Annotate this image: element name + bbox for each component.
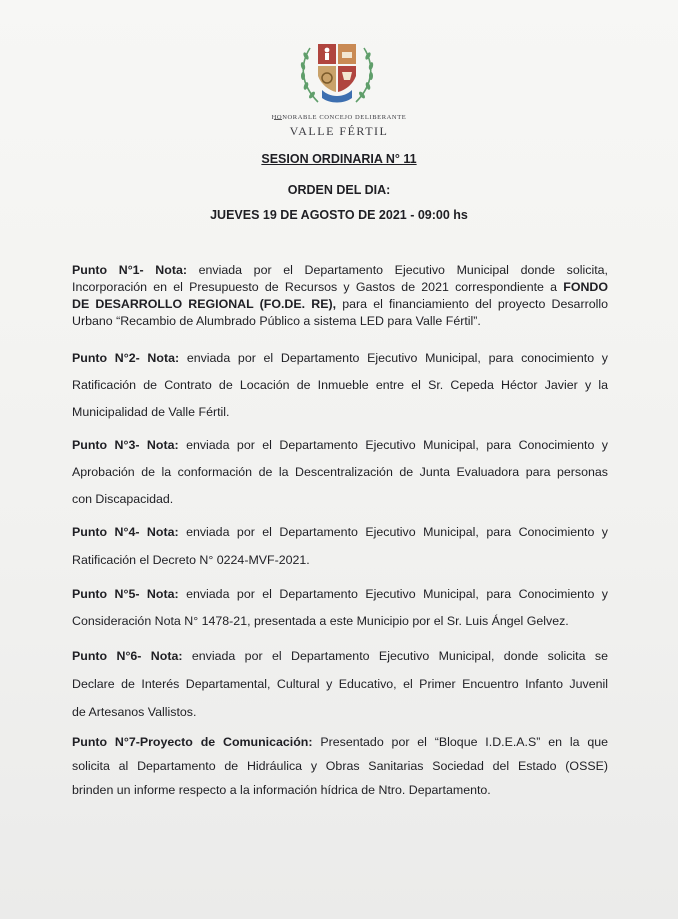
council-crest-logo bbox=[296, 40, 378, 110]
item-label: Punto N°2- Nota: bbox=[72, 351, 180, 365]
agenda-item-4: Punto N°4- Nota: enviada por el Departamento Ejecutivo Municipal, para Conocimiento y Ratificación el Decreto N° 0224-MVF-2021. bbox=[72, 525, 609, 567]
agenda-item-6: Punto N°6- Nota: enviada por el Departamento Ejecutivo Municipal, donde solicita se Declare de Interés Departamental, Cultural y Educativo, el Primer Encuentro Infanto Juvenil de Artesanos Vallistos. bbox=[72, 649, 608, 719]
agenda-item-2: Punto N°2- Nota: enviada por el Departamento Ejecutivo Municipal, para conocimiento y Ratificación de Contrato de Locación de Inmueble entre el Sr. Cepeda Héctor Javier y la Municipalidad de Valle Fértil. bbox=[72, 351, 609, 419]
item-label: Punto N°1- Nota: bbox=[72, 263, 187, 277]
item-label: Punto N°5- Nota: bbox=[72, 587, 179, 601]
session-title: SESION ORDINARIA N° 11 bbox=[261, 152, 417, 166]
item-label: Punto N°3- Nota: bbox=[72, 438, 179, 452]
agenda-item-7: Punto N°7-Proyecto de Comunicación: Presentado por el “Bloque I.D.E.A.S” en la que solicita al Departamento de Hidráulica y Obras Sanitarias Sociedad del Estado (OSSE) brinden un informe respecto a la información hídrica de Ntro. Departamento. bbox=[72, 735, 608, 797]
agenda-item-3: Punto N°3- Nota: enviada por el Departamento Ejecutivo Municipal, para Conocimiento y Aprobación de la conformación de la Descentralización de Junta Evaluadora para personas con Discapacidad. bbox=[72, 438, 609, 506]
item-label: Punto N°6- Nota: bbox=[72, 649, 183, 663]
agenda-item-5: Punto N°5- Nota: enviada por el Departamento Ejecutivo Municipal, para Conocimiento y Consideración Nota N° 1478-21, presentada a este Municipio por el Sr. Luis Ángel Gelvez. bbox=[72, 587, 609, 628]
session-date: JUEVES 19 DE AGOSTO DE 2021 - 09:00 hs bbox=[210, 208, 468, 222]
agenda-title: ORDEN DEL DIA: bbox=[287, 183, 391, 197]
institution-name: HONORABLE CONCEJO DELIBERANTE bbox=[271, 114, 407, 121]
item-label: Punto N°7-Proyecto de Comunicación: bbox=[72, 735, 313, 749]
agenda-item-1: Punto N°1- Nota: enviada por el Departamento Ejecutivo Municipal donde solicita, Incorporación en el Presupuesto de Recursos y Gastos de 2021 correspondiente a FONDO DE DESARROLLO REGIONAL (FO.DE. RE), para el financiamiento del proyecto Desarrollo Urbano “Recambio de Alumbrado Público a sistema LED para Valle Fértil”. bbox=[72, 263, 608, 328]
item-label: Punto N°4- Nota: bbox=[72, 525, 179, 539]
institution-locality: VALLE FÉRTIL bbox=[289, 124, 389, 138]
